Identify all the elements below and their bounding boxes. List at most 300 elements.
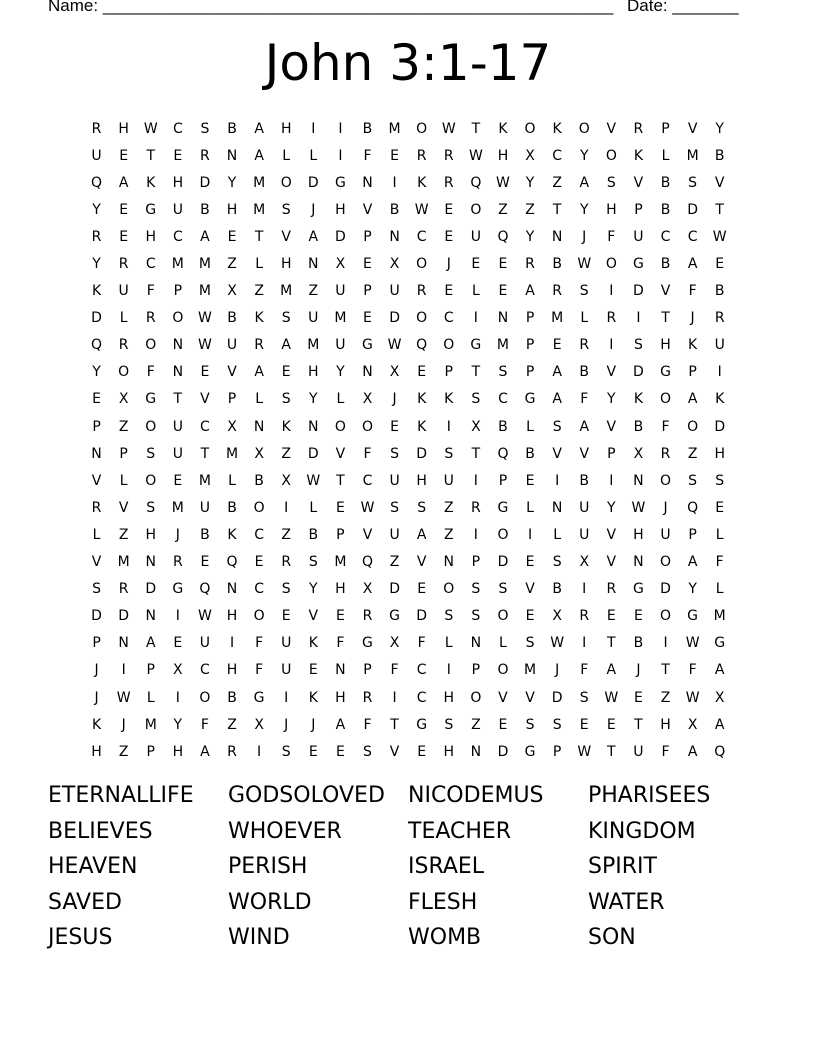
grid-letter[interactable]: G <box>389 608 400 625</box>
grid-letter[interactable]: M <box>198 283 211 300</box>
grid-letter[interactable]: V <box>606 526 617 543</box>
grid-letter[interactable]: B <box>552 581 562 598</box>
grid-letter[interactable]: T <box>254 228 264 245</box>
grid-letter[interactable]: G <box>524 391 536 408</box>
grid-letter[interactable]: L <box>336 391 345 408</box>
grid-letter[interactable]: G <box>253 689 265 706</box>
grid-letter[interactable]: U <box>660 526 671 543</box>
grid-letter[interactable]: I <box>121 662 126 679</box>
grid-letter[interactable]: M <box>307 337 320 354</box>
grid-letter[interactable]: F <box>688 662 697 679</box>
grid-letter[interactable]: S <box>498 364 508 381</box>
grid-letter[interactable]: B <box>227 310 237 327</box>
grid-letter[interactable]: J <box>392 391 397 408</box>
grid-letter[interactable]: N <box>91 445 102 462</box>
grid-letter[interactable]: W <box>306 472 321 489</box>
grid-letter[interactable]: X <box>389 256 400 273</box>
grid-letter[interactable]: W <box>577 743 592 760</box>
grid-letter[interactable]: X <box>389 635 400 652</box>
grid-letter[interactable]: W <box>441 120 456 137</box>
grid-letter[interactable]: Z <box>687 445 698 462</box>
grid-letter[interactable]: M <box>171 499 184 516</box>
grid-letter[interactable]: S <box>552 716 562 733</box>
grid-letter[interactable]: E <box>444 228 454 245</box>
grid-letter[interactable]: Y <box>309 581 318 598</box>
grid-letter[interactable]: Q <box>714 743 726 760</box>
grid-letter[interactable]: B <box>498 418 508 435</box>
grid-letter[interactable]: M <box>117 554 130 571</box>
grid-letter[interactable]: Y <box>715 120 724 137</box>
grid-letter[interactable]: B <box>714 283 725 300</box>
grid-letter[interactable]: X <box>227 418 237 435</box>
grid-letter[interactable]: N <box>551 228 563 245</box>
grid-letter[interactable]: O <box>497 608 509 625</box>
grid-letter[interactable]: M <box>551 310 564 327</box>
grid-letter[interactable]: N <box>335 662 346 679</box>
grid-letter[interactable]: Z <box>471 716 481 733</box>
grid-letter[interactable]: S <box>390 445 400 462</box>
grid-letter[interactable]: P <box>92 418 101 435</box>
grid-letter[interactable]: X <box>687 716 698 733</box>
grid-letter[interactable]: L <box>146 689 155 706</box>
grid-letter[interactable]: U <box>91 147 102 164</box>
grid-letter[interactable]: Y <box>579 147 589 164</box>
grid-letter[interactable]: E <box>119 228 129 245</box>
grid-letter[interactable]: P <box>363 228 372 245</box>
grid-letter[interactable]: H <box>335 581 346 598</box>
grid-letter[interactable]: R <box>254 337 264 354</box>
grid-letter[interactable]: F <box>715 554 724 571</box>
grid-letter[interactable]: D <box>335 228 346 245</box>
grid-letter[interactable]: Q <box>497 445 509 462</box>
grid-letter[interactable]: Y <box>92 256 101 273</box>
grid-letter[interactable]: C <box>687 228 698 245</box>
grid-letter[interactable]: E <box>606 716 616 733</box>
grid-letter[interactable]: X <box>579 554 590 571</box>
grid-letter[interactable]: M <box>713 608 726 625</box>
grid-letter[interactable]: E <box>498 716 508 733</box>
grid-letter[interactable]: R <box>525 256 535 273</box>
grid-letter[interactable]: L <box>119 472 128 489</box>
grid-letter[interactable]: G <box>172 581 184 598</box>
grid-letter[interactable]: P <box>227 391 237 408</box>
grid-letter[interactable]: N <box>443 554 454 571</box>
grid-letter[interactable]: H <box>443 743 455 760</box>
grid-letter[interactable]: S <box>308 554 318 571</box>
grid-letter[interactable]: O <box>660 554 672 571</box>
grid-letter[interactable]: E <box>606 608 616 625</box>
grid-letter[interactable]: X <box>362 391 373 408</box>
grid-letter[interactable]: C <box>552 147 563 164</box>
grid-letter[interactable]: W <box>198 310 212 327</box>
grid-letter[interactable]: T <box>607 743 616 760</box>
grid-letter[interactable]: A <box>552 391 562 408</box>
grid-letter[interactable]: M <box>171 256 184 273</box>
grid-letter[interactable]: L <box>715 581 724 598</box>
grid-letter[interactable]: R <box>362 608 373 625</box>
grid-letter[interactable]: H <box>335 689 346 706</box>
grid-letter[interactable]: B <box>227 499 237 516</box>
grid-letter[interactable]: B <box>308 526 319 543</box>
grid-letter[interactable]: E <box>390 418 399 435</box>
grid-letter[interactable]: J <box>94 662 99 679</box>
grid-letter[interactable]: V <box>362 526 373 543</box>
grid-letter[interactable]: Y <box>579 201 589 218</box>
grid-letter[interactable]: F <box>661 418 670 435</box>
grid-letter[interactable]: Q <box>470 174 482 191</box>
grid-letter[interactable]: I <box>473 310 478 327</box>
grid-letter[interactable]: U <box>172 201 183 218</box>
grid-letter[interactable]: H <box>226 608 238 625</box>
grid-letter[interactable]: C <box>254 581 264 598</box>
grid-letter[interactable]: H <box>714 445 725 462</box>
grid-letter[interactable]: R <box>200 147 210 164</box>
grid-letter[interactable]: E <box>119 201 129 218</box>
grid-letter[interactable]: L <box>526 418 534 435</box>
grid-letter[interactable]: H <box>335 201 346 218</box>
grid-letter[interactable]: P <box>336 526 345 543</box>
grid-letter[interactable]: B <box>254 472 264 489</box>
grid-letter[interactable]: U <box>443 472 454 489</box>
grid-letter[interactable]: A <box>308 228 319 245</box>
grid-letter[interactable]: O <box>687 418 699 435</box>
grid-letter[interactable]: O <box>578 120 590 137</box>
grid-letter[interactable]: Y <box>607 391 616 408</box>
grid-letter[interactable]: N <box>362 364 373 381</box>
name-field[interactable]: Name: ______________________________________________________ <box>48 0 614 15</box>
grid-letter[interactable]: D <box>633 283 644 300</box>
grid-letter[interactable]: C <box>416 689 427 706</box>
grid-letter[interactable]: T <box>200 445 210 462</box>
grid-letter[interactable]: V <box>91 472 102 489</box>
grid-letter[interactable]: T <box>661 662 670 679</box>
grid-letter[interactable]: V <box>660 283 671 300</box>
grid-letter[interactable]: V <box>714 174 725 191</box>
grid-letter[interactable]: Z <box>552 174 562 191</box>
grid-letter[interactable]: X <box>525 147 535 164</box>
grid-letter[interactable]: S <box>281 391 291 408</box>
grid-letter[interactable]: S <box>444 716 454 733</box>
grid-letter[interactable]: G <box>632 581 644 598</box>
grid-letter[interactable]: H <box>91 743 102 760</box>
grid-letter[interactable]: S <box>281 201 291 218</box>
grid-letter[interactable]: D <box>389 310 400 327</box>
grid-letter[interactable]: L <box>526 499 534 516</box>
grid-letter[interactable]: F <box>607 228 616 245</box>
grid-letter[interactable]: G <box>632 256 644 273</box>
grid-letter[interactable]: O <box>145 337 157 354</box>
grid-letter[interactable]: R <box>633 120 644 137</box>
grid-letter[interactable]: L <box>309 147 318 164</box>
grid-letter[interactable]: N <box>389 228 400 245</box>
grid-letter[interactable]: T <box>173 391 183 408</box>
grid-letter[interactable]: Q <box>91 174 103 191</box>
grid-letter[interactable]: U <box>579 526 590 543</box>
grid-letter[interactable]: M <box>253 174 266 191</box>
grid-letter[interactable]: B <box>579 364 590 381</box>
grid-letter[interactable]: W <box>604 689 619 706</box>
grid-letter[interactable]: E <box>715 499 725 516</box>
grid-letter[interactable]: D <box>389 581 400 598</box>
grid-letter[interactable]: I <box>555 472 560 489</box>
grid-letter[interactable]: F <box>200 716 209 733</box>
grid-letter[interactable]: Z <box>281 445 291 462</box>
grid-letter[interactable]: P <box>688 526 697 543</box>
grid-letter[interactable]: Q <box>91 337 103 354</box>
grid-letter[interactable]: P <box>634 201 643 218</box>
grid-letter[interactable]: B <box>660 256 671 273</box>
grid-letter[interactable]: H <box>308 364 319 381</box>
grid-letter[interactable]: O <box>334 418 346 435</box>
grid-letter[interactable]: D <box>91 310 102 327</box>
grid-letter[interactable]: U <box>335 337 346 354</box>
grid-letter[interactable]: K <box>417 418 427 435</box>
grid-letter[interactable]: O <box>145 472 157 489</box>
grid-letter[interactable]: G <box>362 337 373 354</box>
grid-letter[interactable]: O <box>443 337 455 354</box>
grid-letter[interactable]: O <box>443 581 455 598</box>
grid-letter[interactable]: D <box>660 581 671 598</box>
grid-letter[interactable]: I <box>582 581 587 598</box>
grid-letter[interactable]: I <box>527 526 533 543</box>
grid-letter[interactable]: D <box>714 418 726 435</box>
grid-letter[interactable]: D <box>416 445 428 462</box>
grid-letter[interactable]: F <box>688 283 697 300</box>
grid-letter[interactable]: P <box>471 662 481 679</box>
grid-letter[interactable]: Q <box>497 228 509 245</box>
grid-letter[interactable]: E <box>173 635 183 652</box>
grid-letter[interactable]: A <box>687 256 698 273</box>
grid-letter[interactable]: N <box>633 554 644 571</box>
grid-letter[interactable]: A <box>687 554 698 571</box>
grid-letter[interactable]: P <box>552 743 562 760</box>
grid-letter[interactable]: L <box>580 310 589 327</box>
grid-letter[interactable]: V <box>389 743 400 760</box>
grid-letter[interactable]: S <box>363 743 372 760</box>
grid-letter[interactable]: S <box>579 689 589 706</box>
grid-letter[interactable]: S <box>444 445 454 462</box>
grid-letter[interactable]: I <box>473 472 478 489</box>
grid-letter[interactable]: M <box>198 256 211 273</box>
grid-letter[interactable]: U <box>389 526 400 543</box>
grid-letter[interactable]: K <box>417 174 427 191</box>
grid-letter[interactable]: W <box>116 689 131 706</box>
grid-letter[interactable]: W <box>496 174 510 191</box>
grid-letter[interactable]: L <box>119 310 128 327</box>
grid-letter[interactable]: M <box>334 310 347 327</box>
grid-letter[interactable]: H <box>226 201 238 218</box>
grid-letter[interactable]: F <box>146 283 155 300</box>
grid-letter[interactable]: M <box>280 283 293 300</box>
grid-letter[interactable]: T <box>146 147 156 164</box>
grid-letter[interactable]: D <box>497 743 509 760</box>
grid-letter[interactable]: Z <box>525 201 535 218</box>
grid-letter[interactable]: F <box>390 662 399 679</box>
grid-letter[interactable]: E <box>335 743 345 760</box>
grid-letter[interactable]: V <box>227 364 237 381</box>
grid-letter[interactable]: K <box>91 283 102 300</box>
grid-letter[interactable]: M <box>388 120 401 137</box>
grid-letter[interactable]: O <box>253 499 265 516</box>
grid-letter[interactable]: S <box>390 499 400 516</box>
grid-letter[interactable]: U <box>281 662 292 679</box>
grid-letter[interactable]: M <box>334 554 347 571</box>
grid-letter[interactable]: S <box>281 581 291 598</box>
grid-letter[interactable]: O <box>660 472 672 489</box>
grid-letter[interactable]: S <box>715 472 725 489</box>
grid-letter[interactable]: Z <box>118 743 129 760</box>
grid-letter[interactable]: V <box>606 364 617 381</box>
grid-letter[interactable]: H <box>606 201 617 218</box>
grid-letter[interactable]: A <box>714 662 725 679</box>
grid-letter[interactable]: J <box>311 201 316 218</box>
grid-letter[interactable]: N <box>497 310 509 327</box>
grid-letter[interactable]: E <box>633 608 643 625</box>
grid-letter[interactable]: S <box>688 174 698 191</box>
grid-letter[interactable]: R <box>145 310 156 327</box>
grid-letter[interactable]: O <box>605 147 617 164</box>
grid-letter[interactable]: X <box>118 391 129 408</box>
grid-letter[interactable]: S <box>525 716 535 733</box>
grid-letter[interactable]: S <box>200 120 210 137</box>
grid-letter[interactable]: C <box>172 120 183 137</box>
grid-letter[interactable]: D <box>416 608 428 625</box>
grid-letter[interactable]: K <box>688 337 698 354</box>
grid-letter[interactable]: S <box>471 608 481 625</box>
grid-letter[interactable]: N <box>551 499 563 516</box>
grid-letter[interactable]: S <box>525 635 535 652</box>
grid-letter[interactable]: P <box>363 662 372 679</box>
grid-letter[interactable]: W <box>712 228 727 245</box>
grid-letter[interactable]: A <box>606 662 617 679</box>
grid-letter[interactable]: R <box>606 310 617 327</box>
grid-letter[interactable]: D <box>307 174 319 191</box>
grid-letter[interactable]: D <box>551 689 563 706</box>
grid-letter[interactable]: P <box>173 283 183 300</box>
grid-letter[interactable]: W <box>550 635 565 652</box>
grid-letter[interactable]: H <box>226 662 238 679</box>
grid-letter[interactable]: A <box>254 364 264 381</box>
grid-letter[interactable]: V <box>633 174 644 191</box>
grid-letter[interactable]: A <box>118 174 129 191</box>
grid-letter[interactable]: L <box>309 499 318 516</box>
grid-letter[interactable]: V <box>335 445 346 462</box>
grid-letter[interactable]: O <box>172 310 184 327</box>
grid-letter[interactable]: K <box>444 391 454 408</box>
grid-letter[interactable]: V <box>525 581 535 598</box>
grid-letter[interactable]: S <box>281 743 291 760</box>
grid-letter[interactable]: C <box>254 526 264 543</box>
grid-letter[interactable]: T <box>634 716 643 733</box>
grid-letter[interactable]: O <box>660 391 672 408</box>
grid-letter[interactable]: N <box>253 418 265 435</box>
grid-letter[interactable]: P <box>92 635 101 652</box>
grid-letter[interactable]: I <box>473 526 478 543</box>
grid-letter[interactable]: T <box>471 445 481 462</box>
grid-letter[interactable]: O <box>497 662 509 679</box>
grid-letter[interactable]: W <box>577 256 592 273</box>
grid-letter[interactable]: I <box>717 364 722 381</box>
grid-letter[interactable]: S <box>471 581 481 598</box>
grid-letter[interactable]: R <box>281 554 292 571</box>
grid-letter[interactable]: B <box>660 174 671 191</box>
grid-letter[interactable]: U <box>579 499 590 516</box>
grid-letter[interactable]: P <box>525 337 535 354</box>
grid-letter[interactable]: F <box>580 662 589 679</box>
grid-letter[interactable]: P <box>146 743 155 760</box>
grid-letter[interactable]: N <box>470 743 482 760</box>
grid-letter[interactable]: M <box>496 337 509 354</box>
grid-letter[interactable]: S <box>146 445 156 462</box>
grid-letter[interactable]: U <box>335 283 346 300</box>
grid-letter[interactable]: P <box>607 445 616 462</box>
grid-letter[interactable]: I <box>311 120 316 137</box>
grid-letter[interactable]: D <box>91 608 102 625</box>
grid-letter[interactable]: R <box>91 120 102 137</box>
grid-letter[interactable]: J <box>311 716 316 733</box>
grid-letter[interactable]: N <box>470 635 482 652</box>
grid-letter[interactable]: L <box>499 635 507 652</box>
grid-letter[interactable]: E <box>173 472 183 489</box>
grid-letter[interactable]: A <box>579 418 590 435</box>
grid-letter[interactable]: L <box>471 283 480 300</box>
grid-letter[interactable]: V <box>552 445 562 462</box>
grid-letter[interactable]: A <box>145 635 156 652</box>
grid-letter[interactable]: E <box>92 391 101 408</box>
grid-letter[interactable]: P <box>498 472 508 489</box>
grid-letter[interactable]: E <box>552 337 562 354</box>
grid-letter[interactable]: P <box>688 364 697 381</box>
grid-letter[interactable]: O <box>145 418 157 435</box>
grid-letter[interactable]: P <box>471 554 481 571</box>
grid-letter[interactable]: Z <box>118 526 129 543</box>
grid-letter[interactable]: N <box>145 608 156 625</box>
grid-letter[interactable]: E <box>173 147 183 164</box>
grid-letter[interactable]: C <box>145 256 156 273</box>
grid-letter[interactable]: W <box>631 499 646 516</box>
grid-letter[interactable]: B <box>389 201 400 218</box>
grid-letter[interactable]: J <box>175 526 180 543</box>
grid-letter[interactable]: B <box>633 635 644 652</box>
grid-letter[interactable]: N <box>226 147 238 164</box>
grid-letter[interactable]: G <box>714 635 726 652</box>
grid-letter[interactable]: S <box>92 581 101 598</box>
grid-letter[interactable]: H <box>416 472 427 489</box>
grid-letter[interactable]: T <box>607 635 616 652</box>
grid-letter[interactable]: V <box>525 689 535 706</box>
grid-letter[interactable]: O <box>416 120 428 137</box>
grid-letter[interactable]: S <box>579 283 589 300</box>
grid-letter[interactable]: R <box>416 147 427 164</box>
grid-letter[interactable]: V <box>91 554 102 571</box>
grid-letter[interactable]: P <box>444 364 453 381</box>
grid-letter[interactable]: Z <box>389 554 400 571</box>
grid-letter[interactable]: N <box>308 256 319 273</box>
grid-letter[interactable]: E <box>525 554 535 571</box>
grid-letter[interactable]: U <box>633 743 644 760</box>
grid-letter[interactable]: E <box>633 689 643 706</box>
grid-letter[interactable]: Q <box>226 554 238 571</box>
grid-letter[interactable]: Z <box>308 283 319 300</box>
grid-letter[interactable]: J <box>94 689 99 706</box>
grid-letter[interactable]: B <box>362 120 373 137</box>
grid-letter[interactable]: R <box>172 554 183 571</box>
grid-letter[interactable]: B <box>200 526 210 543</box>
grid-letter[interactable]: E <box>471 256 481 273</box>
grid-letter[interactable]: X <box>335 256 346 273</box>
grid-letter[interactable]: I <box>175 689 180 706</box>
grid-letter[interactable]: W <box>387 337 402 354</box>
